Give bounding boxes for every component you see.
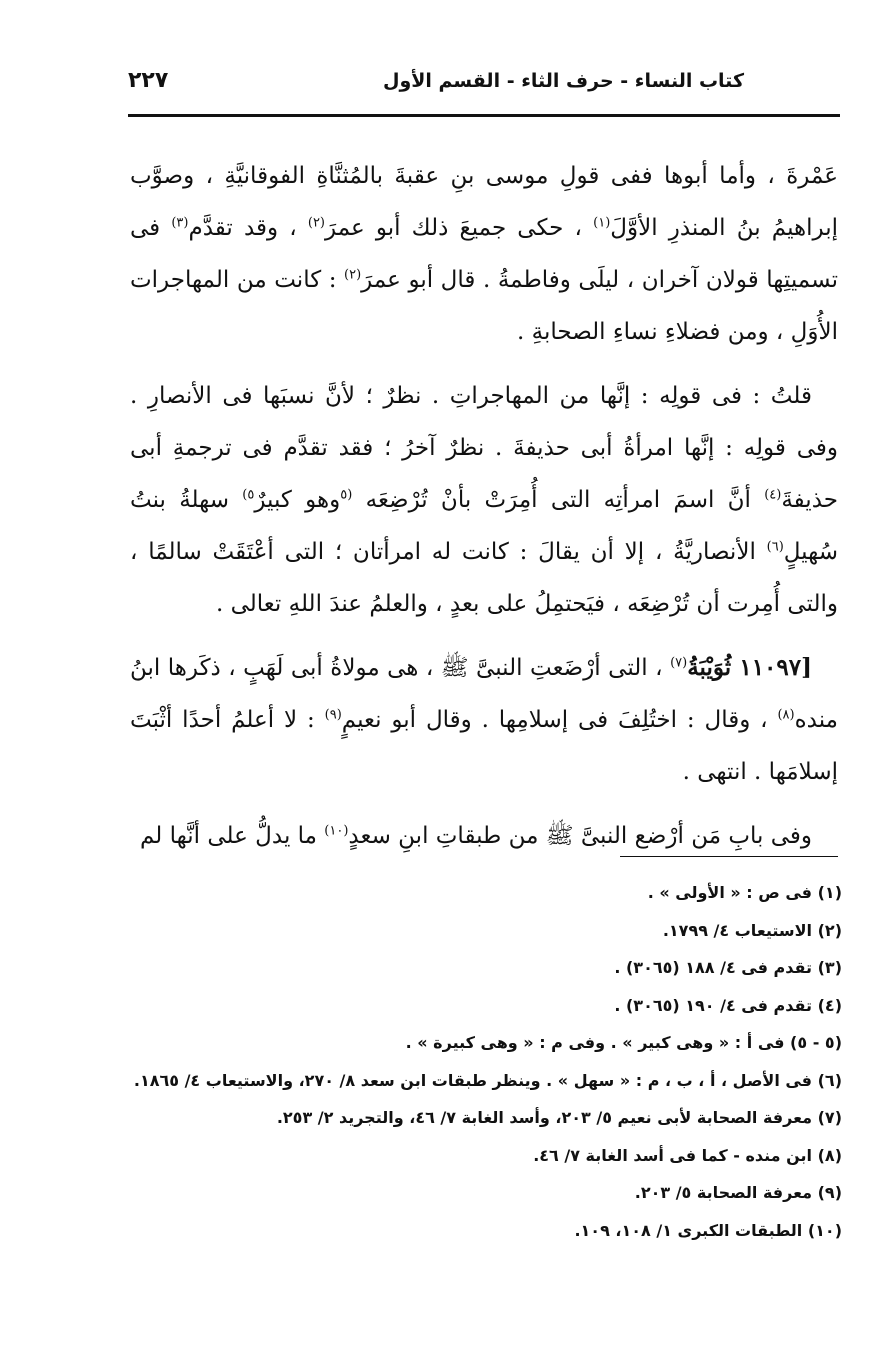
- text-run: أنَّ اسمَ امرأتِه التى أُمِرَتْ بأنْ تُرْضِعَه: [352, 487, 765, 513]
- text-run: وهو كبيرٌ: [254, 487, 341, 513]
- text-run: الأنصاريَّةُ ، إلا أن يقالَ : كانت له امرأتان ؛ التى أعْتَقَتْ سالمًا ، والتى أُمِرت أن تُرْضِعَه ، فيَحتمِلُ على بعدٍ ، والعلمُ عندَ اللهِ تعالى .: [130, 539, 838, 617]
- text-run: ما يدلُّ على أنَّها لم: [140, 823, 325, 849]
- text-run: ، وقد تقدَّم: [188, 215, 308, 241]
- footnote-ref: (٦): [766, 539, 784, 555]
- text-run: : لا أعلمُ أحدًا أثْبَتَ إسلامَها . انتهى .: [130, 707, 838, 785]
- footnote-ref: (٩): [324, 707, 342, 723]
- footnote: (٣) تقدم فى ٤/ ١٨٨ (٣٠٦٥) .: [614, 958, 842, 977]
- page-number: ٢٢٧: [128, 68, 169, 93]
- footnote: (٤) تقدم فى ٤/ ١٩٠ (٣٠٦٥) .: [614, 995, 842, 1015]
- text-run: ، وقال : اختُلِفَ فى إسلامِها . وقال أبو نعيمٍ: [341, 707, 778, 733]
- footnote-ref: (٣): [171, 215, 189, 231]
- footnote-ref: (٤): [764, 487, 782, 503]
- paragraph-4: [130, 810, 838, 862]
- text-run: سهلةُ بنتُ سُهيلٍ: [130, 487, 838, 565]
- footnote-ref: (٨): [777, 707, 795, 723]
- text-run: عَمْرةَ ، وأما أبوها ففى قولِ موسى بنِ عقبةَ بالمُثنَّاةِ الفوقانيَّةِ ، وصوَّب إبراهيمُ بنُ المنذرِ الأوَّلَ: [130, 163, 839, 241]
- text-run: ، حكى جميعَ ذلك أبو عمرَ: [325, 215, 594, 241]
- footnote: (١٠) الطبقات الكبرى ١/ ١٠٨، ١٠٩.: [574, 1220, 842, 1240]
- footnote: (٩) معرفة الصحابة ٥/ ٢٠٣.: [634, 1183, 842, 1202]
- footnote-ref: (٢): [344, 267, 362, 283]
- footnotes: [130, 874, 842, 1249]
- footnote-ref: (٧): [670, 655, 688, 671]
- text-run: قلتُ : فى قولِه : إنَّها من المهاجراتِ . نظرٌ ؛ لأنَّ نسبَها فى الأنصارِ . وفى قولِه : إنَّها امرأةُ أبى حذيفةَ . نظرٌ آخرُ ؛ فقد تقدَّم فى ترجمةِ أبى حذيفةَ: [130, 383, 839, 513]
- text-run: فى تسميتِها قولان آخران ، ليلَى وفاطمةُ . قال أبو عمرَ: [130, 215, 838, 293]
- footnote: (٧) معرفة الصحابة لأبى نعيم ٥/ ٢٠٣، وأسد الغابة ٧/ ٤٦، والتجريد ٢/ ٢٥٣.: [276, 1108, 842, 1127]
- header-rule: [128, 114, 840, 117]
- entry-name: ثُوَيْبَةُ: [687, 654, 740, 681]
- footnote-ref: (٥: [340, 487, 353, 503]
- paragraph-1: [130, 150, 838, 358]
- footnote: (٢) الاستيعاب ٤/ ١٧٩٩.: [662, 920, 842, 940]
- footnote: (٦) فى الأصل ، أ ، ب ، م : « سهل » . وينظر طبقات ابن سعد ٨/ ٢٧٠، والاستيعاب ٤/ ١٨٦٥.: [133, 1070, 842, 1090]
- text-run: وفى بابِ مَن أرْضع النبىَّ ﷺ من طبقاتِ ابنِ سعدٍ: [348, 823, 812, 849]
- footnote: (٥ - ٥) فى أ : « وهى كبير » . وفى م : « وهى كبيرة » .: [405, 1033, 842, 1052]
- footnote-ref: (١): [593, 215, 611, 231]
- main-text: [130, 150, 838, 862]
- paragraph-3: [130, 642, 838, 798]
- entry-number: [١١٠٩٧: [739, 654, 813, 681]
- footnote-ref: (٢): [307, 215, 325, 231]
- footnote: (٨) ابن منده - كما فى أسد الغابة ٧/ ٤٦.: [533, 1145, 842, 1165]
- paragraph-2: [130, 370, 838, 630]
- running-header: [128, 60, 840, 100]
- text-run: ، التى أرْضَعتِ النبىَّ ﷺ ، هى مولاةُ أبى لَهَبٍ ، ذكَرها ابنُ منده: [130, 655, 838, 733]
- footnote-ref: ٥): [242, 487, 255, 503]
- footnote: (١) فى ص : « الأولى » .: [647, 883, 842, 902]
- header-title: كتاب النساء - حرف الثاء - القسم الأول: [382, 70, 744, 92]
- footnote-ref: (١٠): [324, 823, 349, 839]
- text-run: : كانت من المهاجرات الأُوَلِ ، ومن فضلاءِ نساءِ الصحابةِ .: [130, 267, 838, 345]
- footnote-separator: [620, 856, 838, 857]
